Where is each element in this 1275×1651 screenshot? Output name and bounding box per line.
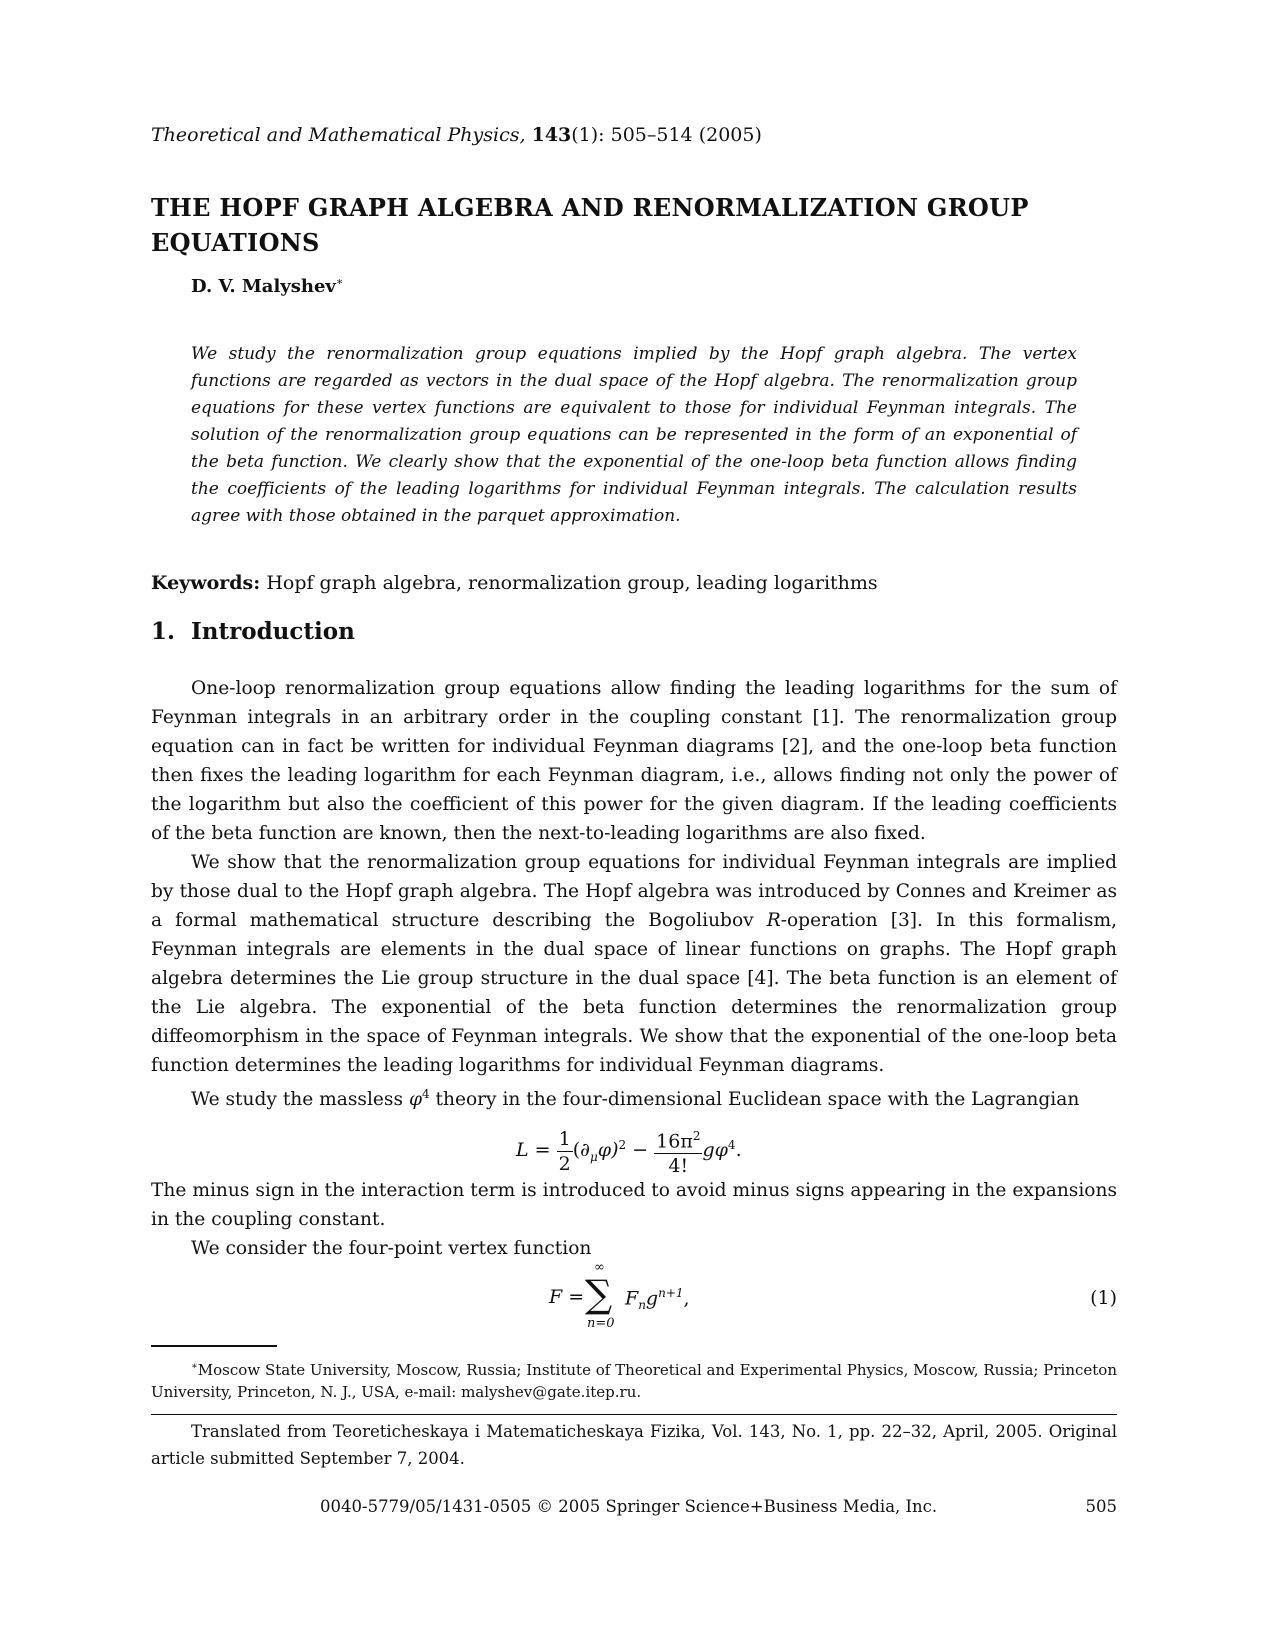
post-equation-text	[151, 1176, 1117, 1263]
paragraph-4: The minus sign in the interaction term is introduced to avoid minus signs appearing in the expansions in the coupling constant.	[151, 1180, 1117, 1230]
author-line	[191, 275, 343, 297]
eq2-term-f: F	[625, 1287, 639, 1310]
copyright-symbol: ©	[536, 1497, 553, 1516]
keywords-text: Hopf graph algebra, renormalization group, leading logarithms	[266, 572, 878, 594]
eq1-lhs: L =	[516, 1139, 551, 1162]
equation-number: (1)	[1090, 1287, 1117, 1309]
section-number: 1.	[151, 618, 176, 645]
abstract	[191, 341, 1077, 530]
eq2-sum-lower: n=0	[587, 1316, 615, 1331]
paper-title: THE HOPF GRAPH ALGEBRA AND RENORMALIZATION GROUP EQUATIONS	[151, 193, 1029, 257]
copyright-text: 2005 Springer Science+Business Media, Inc.	[558, 1497, 938, 1516]
eq2-end: ,	[683, 1287, 690, 1310]
eq1-frac2-num-text: 16π	[656, 1130, 693, 1153]
journal-citation	[151, 124, 762, 146]
eq1-tail-exp: 4	[727, 1137, 736, 1152]
page-number: 505	[1085, 1497, 1117, 1516]
journal-name: Theoretical and Mathematical Physics,	[151, 124, 526, 146]
eq2-sum-symbol: ∑	[585, 1272, 613, 1316]
eq1-end: .	[735, 1139, 742, 1162]
eq1-fraction-half	[557, 1127, 573, 1176]
eq1-fraction-coupling	[654, 1124, 702, 1178]
keywords	[151, 572, 1117, 594]
journal-volume: 143	[531, 124, 572, 146]
footnote-text: Moscow State University, Moscow, Russia; Institute of Theoretical and Experimental Physics, Moscow, Russia; Princeton University, Princeton, N. J., USA, e-mail: malyshev@gate.itep.ru.	[151, 1361, 1117, 1401]
author-name: D. V. Malyshev	[191, 276, 336, 297]
eq1-frac1-num: 1	[558, 1127, 571, 1150]
paragraph-2-part-a: We show that the renormalization group equations for individual Feynman integrals are implied by those dual to the Hopf graph algebra. The Hopf algebra was introduced by Connes and Kreimer as a formal mathematical structure describing the Bogoliubov	[151, 852, 1117, 931]
eq1-tail: gφ	[702, 1139, 728, 1162]
eq1-frac2-num	[654, 1124, 702, 1154]
abstract-text: We study the renormalization group equations implied by the Hopf graph algebra. The vertex functions are regarded as vectors in the dual space of the Hopf algebra. The renormalization group equations for these vertex functions are equivalent to those for individual Feynman integrals. The solution of the renormalization group equations can be represented in the form of an exponential of the beta function. We clearly show that the exponential of the one-loop beta function allows finding the coefficients of the leading logarithms for individual Feynman integrals. The calculation results agree with those obtained in the parquet approximation.	[191, 344, 1077, 526]
section-title: Introduction	[191, 618, 355, 645]
journal-issue-pages: (1): 505–514 (2005)	[571, 124, 762, 146]
paragraph-2	[151, 848, 1117, 1080]
eq1-square: 2	[618, 1137, 627, 1152]
eq1-frac1-den: 2	[558, 1152, 571, 1175]
eq1-frac2-den: 4!	[668, 1155, 689, 1178]
eq2-sum-upper: ∞	[594, 1260, 605, 1275]
issn: 0040-5779/05/1431-0505	[320, 1497, 532, 1516]
paragraph-3	[151, 1080, 1117, 1114]
eq2-term-sub: n	[638, 1298, 646, 1313]
translation-note	[151, 1418, 1117, 1472]
issn-copyright-line	[320, 1497, 937, 1516]
vertex-function-equation	[549, 1260, 749, 1336]
phi-exponent: 4	[421, 1087, 430, 1101]
author-footnote-mark: ∗	[335, 275, 344, 288]
footnote	[151, 1356, 1117, 1403]
paragraph-2-part-b: -operation [3]. In this formalism, Feynman integrals are elements in the dual space of linear functions on graphs. The Hopf graph algebra determines the Lie group structure in the dual space [4]. The beta function is an element of the Lie algebra. The exponential of the beta function determines the renormalization group diffeomorphism in the space of Feynman integrals. We show that the exponential of the one-loop beta function determines the leading logarithms for individual Feynman diagrams.	[151, 910, 1117, 1076]
eq1-minus: −	[626, 1139, 655, 1162]
introduction-body	[151, 674, 1117, 1114]
eq1-frac2-num-exp: 2	[692, 1129, 701, 1143]
translation-rule	[151, 1414, 1117, 1415]
footnote-paragraph	[151, 1356, 1117, 1403]
r-operation-symbol: R	[766, 910, 781, 931]
translation-note-text: Translated from Teoreticheskaya i Matematicheskaya Fizika, Vol. 143, No. 1, pp. 22–32, April, 2005. Original article submitted September 7, 2004.	[151, 1422, 1117, 1468]
paragraph-1: One-loop renormalization group equations allow finding the leading logarithms for the sum of Feynman integrals in an arbitrary order in the coupling constant [1]. The renormalization group equation can in fact be written for individual Feynman diagrams [2], and the one-loop beta function then fixes the leading logarithm for each Feynman diagram, i.e., allows finding not only the power of the logarithm but also the coefficient of this power for the given diagram. If the leading coefficients of the beta function are known, then the next-to-leading logarithms are also fixed.	[151, 678, 1117, 844]
section-heading	[151, 618, 355, 645]
eq2-term-exp: n+1	[658, 1286, 684, 1300]
keywords-label: Keywords:	[151, 572, 261, 594]
phi-symbol: φ	[408, 1089, 422, 1111]
eq2-lhs: F =	[549, 1286, 585, 1308]
paragraph-3-part-b: theory in the four-dimensional Euclidean space with the Lagrangian	[429, 1089, 1080, 1111]
paragraph-3-part-a: We study the massless	[191, 1089, 409, 1111]
eq2-term	[625, 1286, 690, 1312]
footnote-mark: ∗	[191, 1361, 198, 1372]
eq1-derivative: (∂	[572, 1139, 590, 1162]
footnote-rule	[151, 1345, 277, 1347]
eq1-phi: φ)	[597, 1139, 619, 1162]
eq2-term-g: g	[645, 1287, 659, 1310]
eq1-mu: μ	[589, 1149, 598, 1164]
paragraph-5: We consider the four-point vertex function	[191, 1238, 592, 1259]
